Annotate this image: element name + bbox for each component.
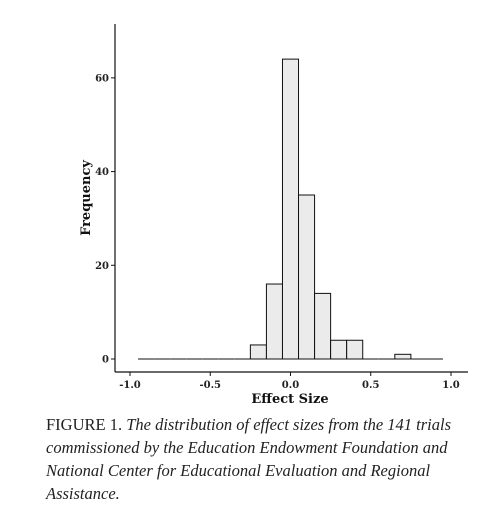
histogram-bar (395, 354, 411, 359)
x-axis-ticks (119, 372, 460, 391)
histogram-bar (266, 284, 282, 359)
y-tick-label: 60 (95, 73, 109, 85)
y-tick-label: 20 (95, 260, 109, 272)
histogram-bars (138, 59, 443, 359)
x-tick-label: -0.5 (199, 380, 222, 391)
y-axis-title: Frequency (79, 160, 94, 236)
figure-caption (46, 413, 486, 505)
histogram-bar (347, 340, 363, 359)
histogram-bar (282, 59, 298, 359)
x-axis-title: Effect Size (251, 392, 329, 407)
histogram-bar (331, 340, 347, 359)
caption-lead: FIGURE 1. (46, 415, 123, 434)
histogram-bar (315, 293, 331, 359)
histogram-bar (299, 195, 315, 359)
y-tick-label: 40 (95, 167, 109, 179)
y-tick-label: 0 (102, 354, 109, 366)
histogram-bar (250, 345, 266, 359)
y-axis-ticks (95, 73, 115, 365)
x-tick-label: 1.0 (442, 380, 460, 391)
x-tick-label: -1.0 (119, 380, 141, 391)
caption-text: The distribution of effect sizes from the 141 trials commissioned by the Education Endowment Foundation and National Center for Educational Evaluation and Regional Assistance. (46, 415, 452, 503)
x-tick-label: 0.5 (362, 380, 380, 391)
x-tick-label: 0.0 (281, 380, 300, 391)
